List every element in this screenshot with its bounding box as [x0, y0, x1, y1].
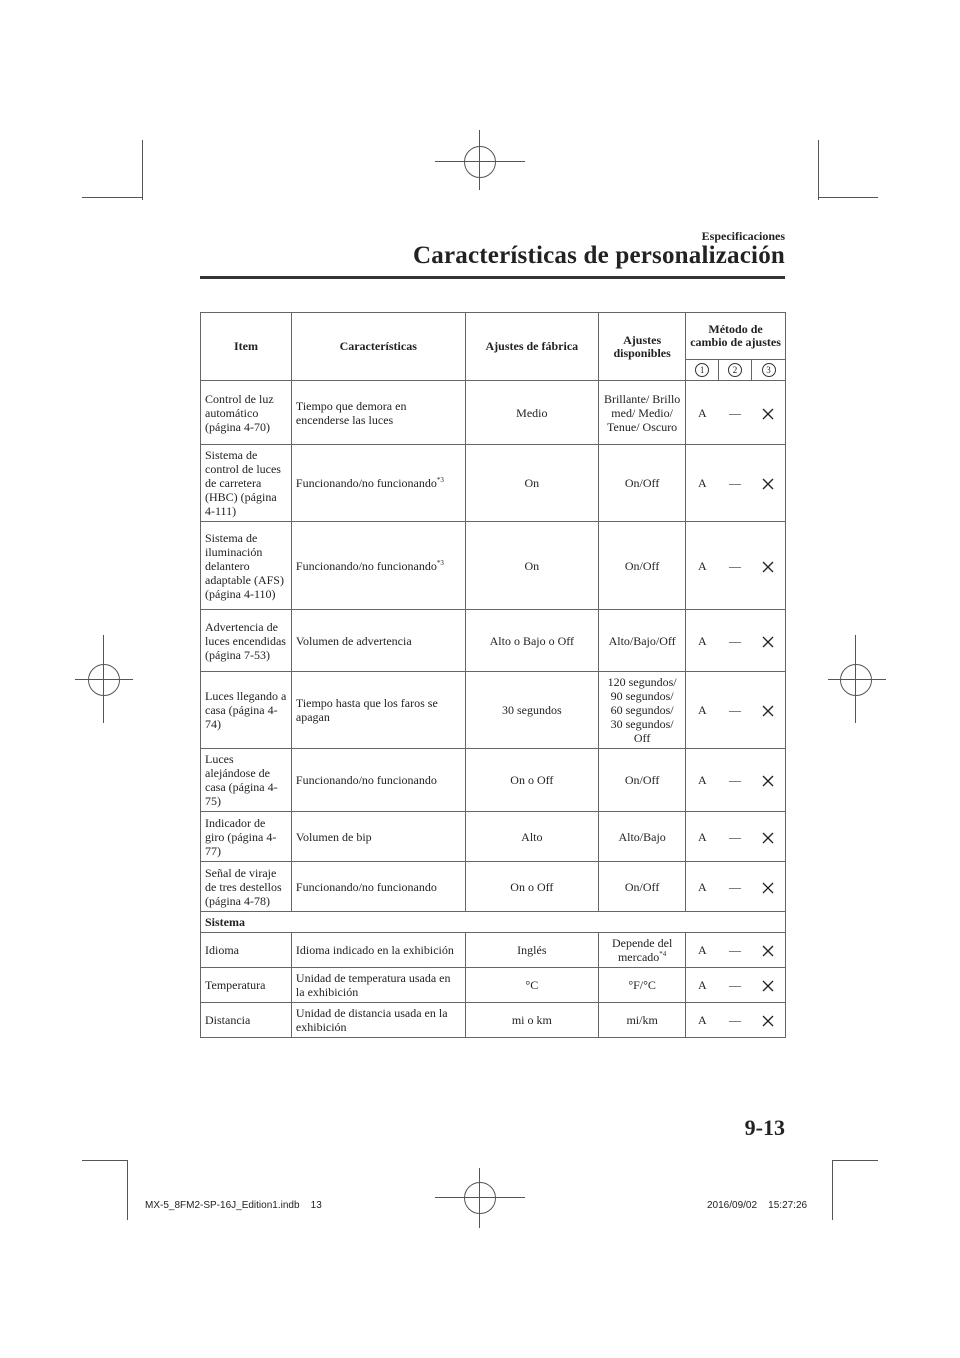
feature-cell-text: Volumen de advertencia — [295, 633, 412, 648]
feature-cell — [291, 445, 465, 522]
header-item: Item — [201, 313, 292, 381]
cross-icon — [762, 980, 774, 992]
method-1-cell — [686, 445, 719, 522]
method-2-cell — [719, 445, 752, 522]
available-cell-text: °F/°C — [628, 978, 656, 992]
feature-cell-text: Funcionando/no funcionando — [295, 773, 437, 787]
page-title: Características de personalización — [413, 242, 785, 269]
method-2-cell — [719, 522, 752, 610]
cross-icon — [762, 561, 774, 573]
factory-cell — [465, 933, 599, 968]
method-3-cell — [752, 381, 786, 445]
method-2-cell — [719, 672, 752, 749]
item-cell — [201, 968, 292, 1003]
section-row-label: Sistema — [201, 912, 786, 933]
method-2-cell-text: — — [729, 829, 742, 844]
method-1-cell-text: A — [697, 703, 707, 717]
method-2-cell — [719, 381, 752, 445]
method-col-3 — [752, 360, 786, 381]
available-cell-text: Brillante/ Brillo med/ Medio/ Tenue/ Oscuro — [603, 391, 681, 434]
available-cell-text: Alto/Bajo/Off — [608, 633, 676, 648]
method-2-cell-text: — — [729, 1013, 742, 1027]
circled-2-icon: 2 — [728, 363, 742, 377]
method-2-cell-text: — — [729, 978, 742, 992]
method-3-cell — [752, 672, 786, 749]
cross-icon — [762, 636, 774, 648]
method-1-cell-text: A — [697, 773, 707, 787]
method-1-cell-text: A — [697, 1013, 707, 1027]
available-cell — [599, 968, 686, 1003]
table-row — [201, 812, 786, 862]
method-2-cell-text: — — [729, 633, 742, 648]
available-cell-text: mi/km — [626, 1013, 658, 1027]
feature-cell — [291, 749, 465, 812]
factory-cell-text: °C — [525, 978, 539, 992]
method-1-cell-text: A — [697, 829, 707, 844]
feature-cell — [291, 1003, 465, 1038]
customization-table — [200, 312, 786, 1038]
feature-cell-text: Unidad de distancia usada en la exhibición — [295, 1006, 448, 1034]
table-row — [201, 749, 786, 812]
item-cell-text: Advertencia de luces encendidas (página 7-53) — [205, 619, 286, 662]
available-cell-text: On/Off — [624, 773, 660, 787]
available-cell-text: On/Off — [624, 476, 660, 490]
table-row — [201, 968, 786, 1003]
factory-cell — [465, 672, 599, 749]
table-row — [201, 862, 786, 912]
feature-cell — [291, 610, 465, 672]
available-cell-footnote: *4 — [659, 950, 667, 958]
factory-cell-text: Alto o Bajo o Off — [489, 633, 575, 648]
available-cell — [599, 522, 686, 610]
method-2-cell-text: — — [729, 703, 742, 717]
feature-cell-text: Volumen de bip — [295, 829, 372, 844]
method-2-cell-text: — — [729, 405, 742, 420]
item-cell — [201, 445, 292, 522]
available-cell-text: Alto/Bajo — [618, 829, 666, 844]
table-row — [201, 445, 786, 522]
item-cell-text: Temperatura — [205, 978, 266, 992]
method-1-cell — [686, 672, 719, 749]
table-row — [201, 672, 786, 749]
cross-icon — [762, 705, 774, 717]
circled-1-icon: 1 — [695, 363, 709, 377]
feature-cell — [291, 812, 465, 862]
footer-date: 2016/09/02 15:27:26 — [707, 1200, 808, 1211]
available-cell — [599, 749, 686, 812]
method-3-cell — [752, 862, 786, 912]
header-features: Características — [291, 313, 465, 381]
feature-cell — [291, 862, 465, 912]
method-1-cell-text: A — [697, 476, 707, 490]
cross-icon — [762, 408, 774, 420]
factory-cell-text: On o Off — [510, 879, 554, 894]
feature-cell-text: Unidad de temperatura usada en la exhibición — [295, 971, 451, 999]
available-cell-text: On/Off — [624, 558, 660, 573]
method-col-1 — [686, 360, 719, 381]
table-row — [201, 610, 786, 672]
cross-icon — [762, 478, 774, 490]
table-row — [201, 522, 786, 610]
factory-cell — [465, 610, 599, 672]
method-3-cell — [752, 812, 786, 862]
method-1-cell-text: A — [697, 943, 707, 957]
feature-cell-footnote: *3 — [436, 558, 444, 567]
feature-cell-footnote: *3 — [436, 476, 444, 484]
factory-cell — [465, 812, 599, 862]
feature-cell-text: Funcionando/no funcionando — [295, 879, 437, 894]
factory-cell — [465, 522, 599, 610]
method-1-cell — [686, 381, 719, 445]
factory-cell-text: On — [524, 476, 540, 490]
available-cell — [599, 445, 686, 522]
feature-cell-text: Funcionando/no funcionando — [295, 558, 437, 573]
available-cell — [599, 672, 686, 749]
method-2-cell-text: — — [729, 879, 742, 894]
method-1-cell-text: A — [697, 978, 707, 992]
factory-cell — [465, 862, 599, 912]
method-2-cell — [719, 1003, 752, 1038]
available-cell-text: Depende del mercado — [611, 936, 673, 964]
section-label: Especificaciones — [701, 229, 785, 243]
factory-cell-text: Medio — [516, 405, 548, 420]
item-cell — [201, 672, 292, 749]
title-rule — [200, 276, 785, 279]
item-cell-text: Sistema de iluminación delantero adaptable (AFS) (página 4-110) — [205, 530, 284, 601]
factory-cell — [465, 445, 599, 522]
method-2-cell — [719, 862, 752, 912]
cross-icon — [762, 882, 774, 894]
method-3-cell — [752, 968, 786, 1003]
available-cell — [599, 862, 686, 912]
method-2-cell — [719, 812, 752, 862]
item-cell-text: Señal de viraje de tres destellos (página 4-78) — [205, 865, 282, 908]
method-2-cell — [719, 610, 752, 672]
method-2-cell-text: — — [729, 476, 742, 490]
item-cell — [201, 381, 292, 445]
method-3-cell — [752, 445, 786, 522]
table-row — [201, 933, 786, 968]
item-cell — [201, 933, 292, 968]
cross-icon — [762, 1015, 774, 1027]
factory-cell-text: Inglés — [517, 943, 547, 957]
item-cell-text: Idioma — [205, 943, 239, 957]
item-cell-text: Control de luz automático (página 4-70) — [205, 391, 274, 434]
method-3-cell — [752, 1003, 786, 1038]
factory-cell-text: On o Off — [510, 773, 554, 787]
method-3-cell — [752, 522, 786, 610]
item-cell-text: Luces alejándose de casa (página 4-75) — [205, 752, 278, 808]
header-available: Ajustes disponibles — [599, 313, 686, 381]
item-cell — [201, 812, 292, 862]
available-cell — [599, 1003, 686, 1038]
item-cell — [201, 610, 292, 672]
section-row — [201, 912, 786, 933]
feature-cell-text: Tiempo que demora en encenderse las luces — [295, 398, 407, 427]
method-2-cell — [719, 749, 752, 812]
method-1-cell — [686, 862, 719, 912]
factory-cell — [465, 968, 599, 1003]
available-cell — [599, 381, 686, 445]
method-col-2 — [719, 360, 752, 381]
method-2-cell — [719, 968, 752, 1003]
method-3-cell — [752, 749, 786, 812]
table-row — [201, 381, 786, 445]
factory-cell — [465, 1003, 599, 1038]
footer-file-info: MX-5_8FM2-SP-16J_Edition1.indb 13 — [145, 1200, 322, 1211]
feature-cell — [291, 672, 465, 749]
method-2-cell — [719, 933, 752, 968]
method-1-cell — [686, 522, 719, 610]
factory-cell-text: mi o km — [511, 1013, 552, 1027]
method-2-cell-text: — — [729, 773, 742, 787]
item-cell-text: Luces llegando a casa (página 4-74) — [205, 689, 287, 731]
cross-icon — [762, 832, 774, 844]
method-1-cell-text: A — [697, 879, 707, 894]
method-1-cell — [686, 610, 719, 672]
cross-icon — [762, 775, 774, 787]
method-3-cell — [752, 610, 786, 672]
item-cell-text: Indicador de giro (página 4-77) — [205, 815, 277, 858]
feature-cell-text: Idioma indicado en la exhibición — [295, 943, 454, 957]
method-1-cell — [686, 1003, 719, 1038]
available-cell — [599, 610, 686, 672]
item-cell-text: Sistema de control de luces de carretera (HBC) (página 4-111) — [205, 448, 281, 518]
method-1-cell — [686, 933, 719, 968]
item-cell-text: Distancia — [205, 1013, 251, 1027]
circled-3-icon: 3 — [762, 363, 776, 377]
table-row — [201, 1003, 786, 1038]
item-cell — [201, 749, 292, 812]
factory-cell-text: Alto — [521, 829, 543, 844]
method-3-cell — [752, 933, 786, 968]
item-cell — [201, 1003, 292, 1038]
page-number: 9-13 — [744, 1115, 785, 1140]
method-1-cell — [686, 812, 719, 862]
method-2-cell-text: — — [729, 943, 742, 957]
header-factory: Ajustes de fábrica — [465, 313, 599, 381]
available-cell — [599, 933, 686, 968]
method-1-cell — [686, 968, 719, 1003]
item-cell — [201, 522, 292, 610]
header-method: Método de cambio de ajustes — [686, 313, 786, 360]
factory-cell — [465, 749, 599, 812]
method-1-cell-text: A — [697, 633, 707, 648]
available-cell-text: 120 segundos/ 90 segundos/ 60 segundos/ 30 segundos/ Off — [607, 675, 677, 745]
method-1-cell — [686, 749, 719, 812]
feature-cell — [291, 522, 465, 610]
available-cell — [599, 812, 686, 862]
item-cell — [201, 862, 292, 912]
method-1-cell-text: A — [697, 558, 707, 573]
method-2-cell-text: — — [729, 558, 742, 573]
factory-cell-text: 30 segundos — [502, 703, 562, 717]
feature-cell — [291, 381, 465, 445]
factory-cell-text: On — [524, 558, 540, 573]
factory-cell — [465, 381, 599, 445]
feature-cell — [291, 968, 465, 1003]
cross-icon — [762, 945, 774, 957]
available-cell-text: On/Off — [624, 879, 660, 894]
method-1-cell-text: A — [697, 405, 707, 420]
feature-cell-text: Funcionando/no funcionando — [295, 476, 437, 490]
feature-cell — [291, 933, 465, 968]
feature-cell-text: Tiempo hasta que los faros se apagan — [295, 696, 438, 724]
